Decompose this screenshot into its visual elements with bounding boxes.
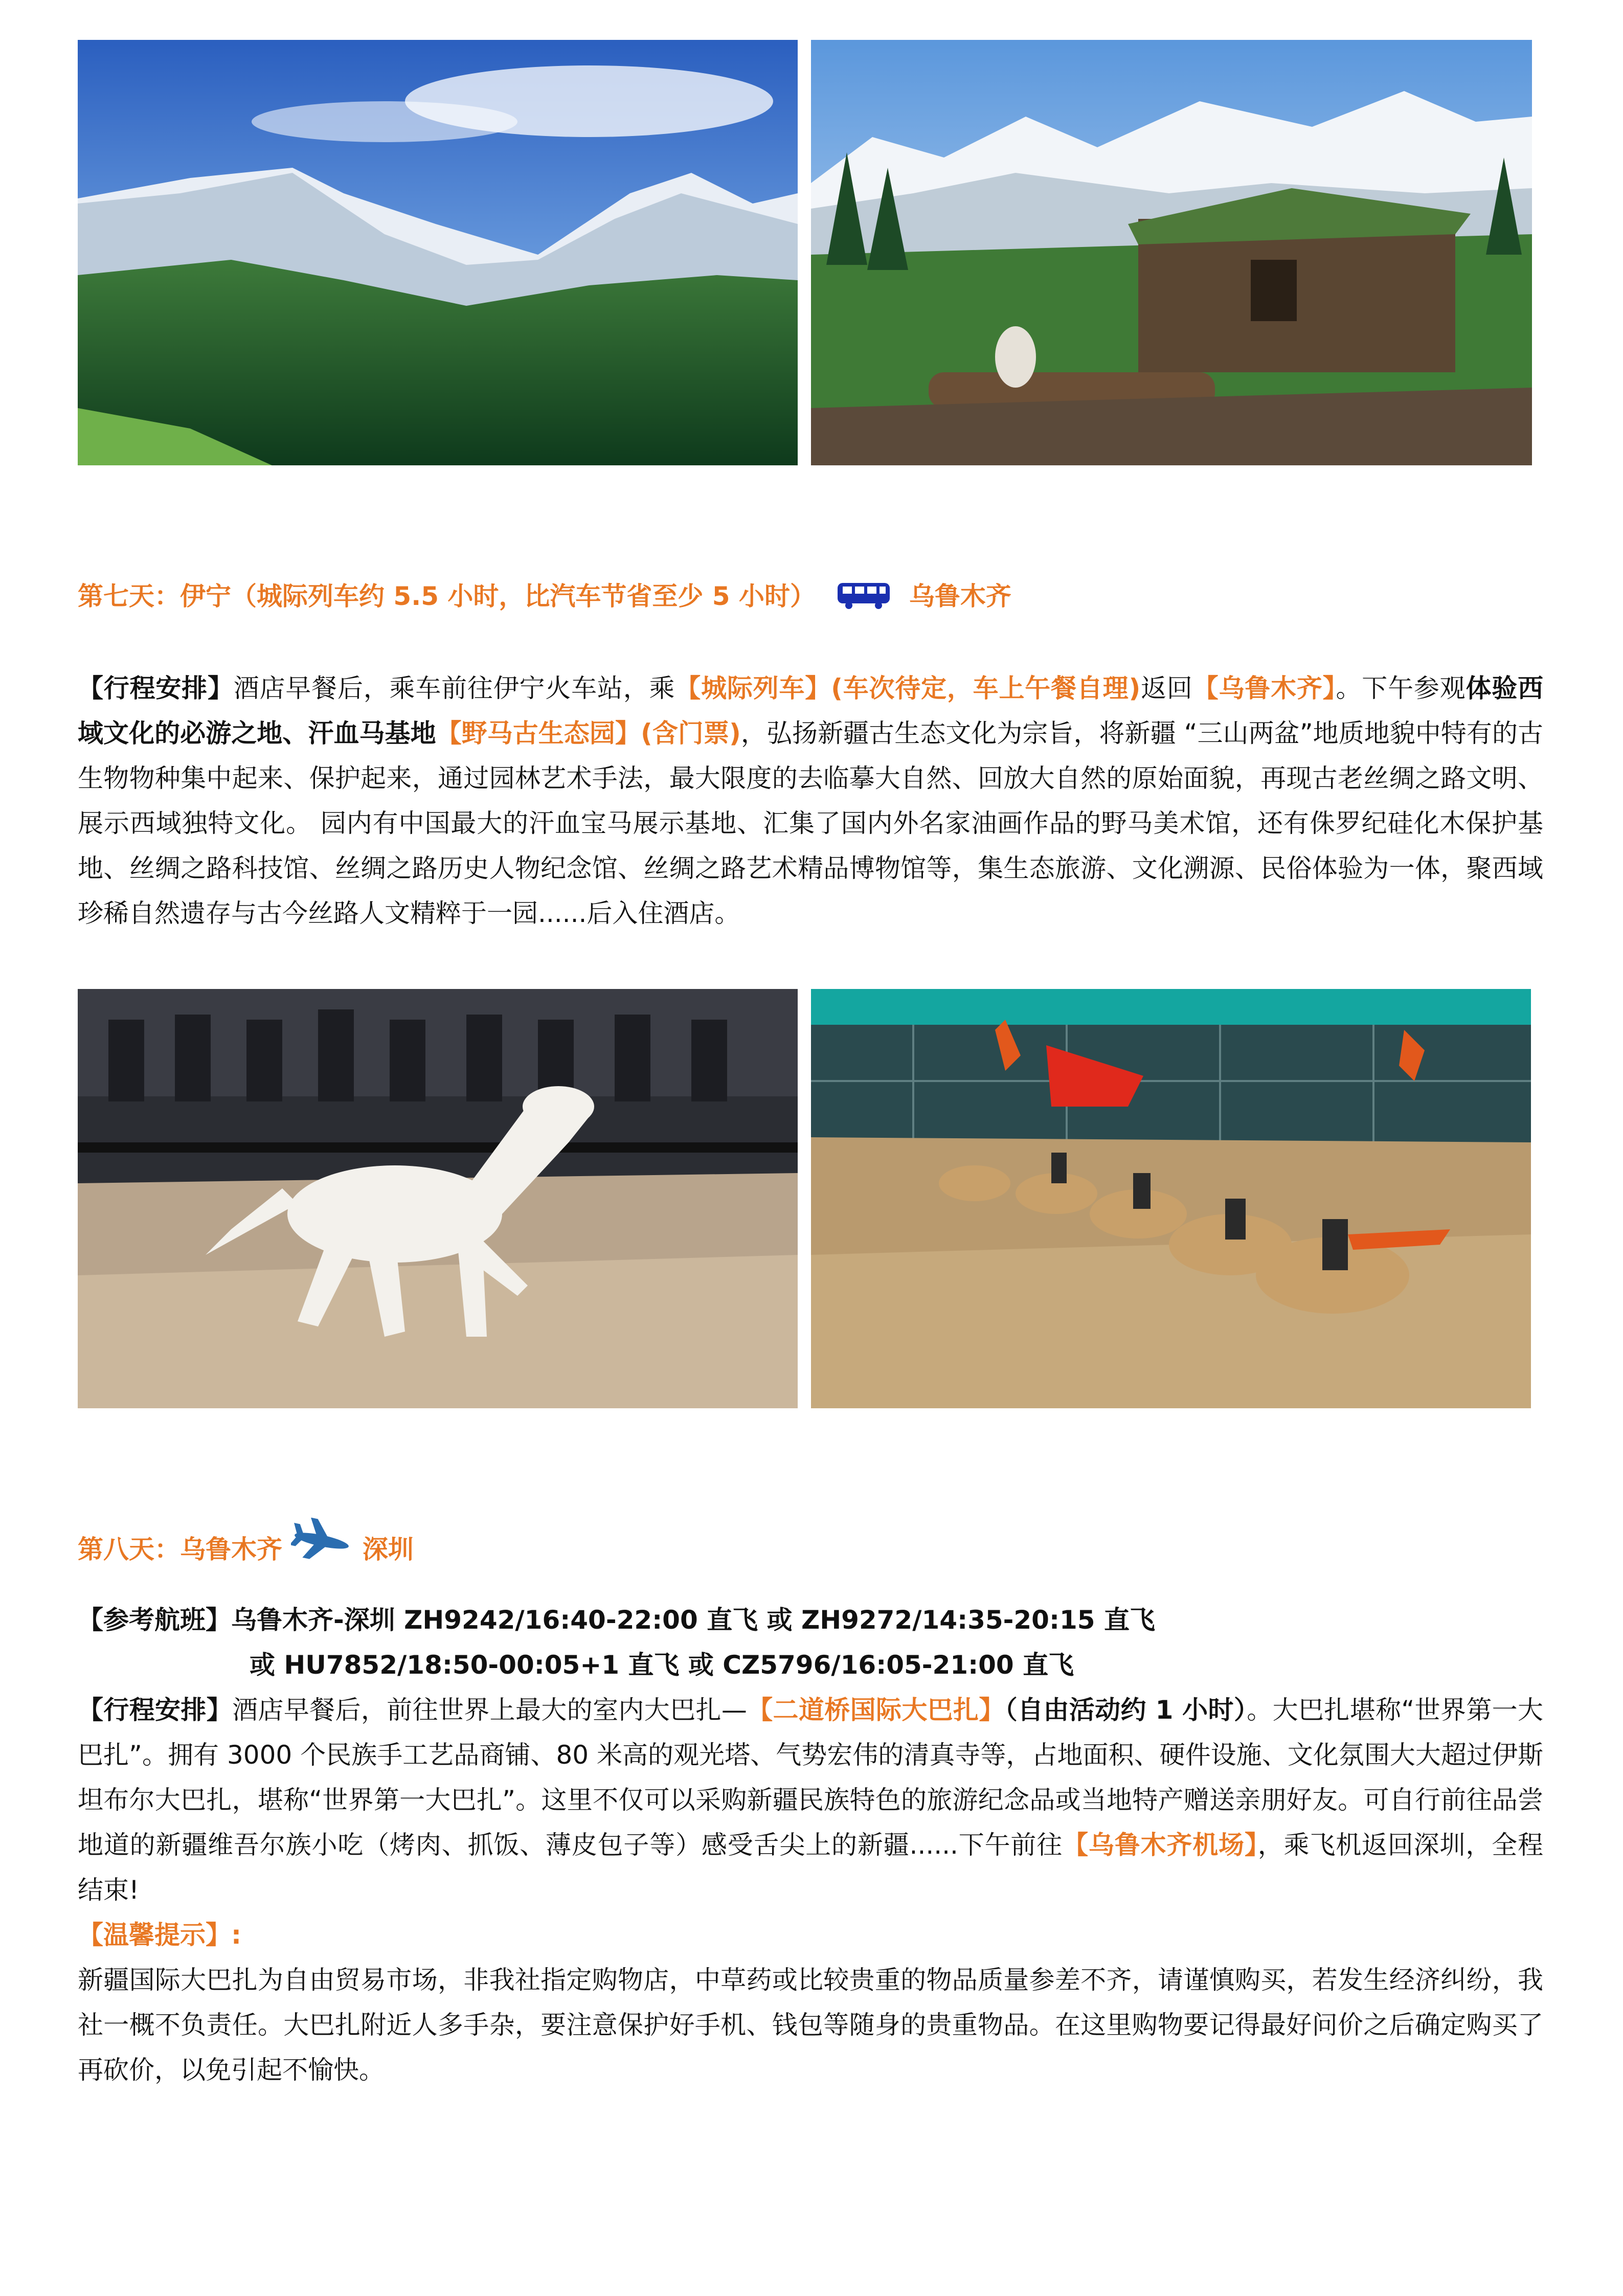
horse-riders-flags-photo (811, 989, 1531, 1408)
day7-itinerary (78, 666, 1543, 936)
day8-free-time: （自由活动约 1 小时） (1004, 1695, 1247, 1725)
day8-flights-line-1 (78, 1597, 1155, 1642)
day8-bazaar-highlight: 【二道桥国际大巴扎】 (747, 1695, 1005, 1725)
day8-itinerary-label: 【行程安排】 (78, 1695, 233, 1725)
day8-text-1: 酒店早餐后，前往世界上最大的室内大巴扎— (232, 1695, 747, 1725)
day8-text-2: 。大巴扎堪称“世界第一大巴扎”。拥有 3000 个民族手工艺品商铺、80 米高的观光塔、气势宏伟的清真寺等，占地面积、硬件设施、文化氛围大大超过伊斯坦布尔大巴扎，堪称“世界第一大巴扎”。这里不仅可以采购新疆民族特色的旅游纪念品或当地特产赠送亲朋好友。可自行前往品尝地道的新疆维吾尔族小吃（烤肉、抓饭、薄皮包子等）感受舌尖上的新疆......下午前往 (78, 1695, 1544, 1860)
day7-text-3: 。下午参观 (1336, 673, 1466, 703)
day8-text-3: ，乘飞机返回深圳，全程结束! (78, 1830, 1543, 1905)
day7-text-1: 酒店早餐后，乘车前往伊宁火车站，乘 (233, 673, 675, 703)
day7-heading (78, 576, 1011, 617)
day8-destination: 深圳 (362, 1535, 414, 1564)
snow-mountain-forest-photo (78, 40, 798, 465)
day8-heading (78, 1529, 414, 1570)
day7-bold-phrase: 体验西域文化的必游之地、汗血马基地 (78, 673, 1544, 748)
white-horse-photo (78, 989, 798, 1408)
day8-airport-highlight: 【乌鲁木齐机场】 (1063, 1830, 1258, 1860)
day8-flights-label: 【参考航班】 (78, 1605, 231, 1635)
train-icon (836, 580, 892, 617)
day7-text-2: 返回 (1140, 673, 1193, 703)
day8-itinerary (78, 1687, 1543, 2092)
day8-flights-line-2 (250, 1642, 1074, 1687)
day8-tips-label: 【温馨提示】: (78, 1920, 241, 1950)
day7-destination: 乌鲁木齐 (909, 581, 1011, 611)
day8-flights-1: 乌鲁木齐-深圳 ZH9242/16:40-22:00 直飞 或 ZH9272/14:35-20:15 直飞 (231, 1605, 1155, 1635)
day7-park-highlight: 【野马古生态园】(含门票) (436, 718, 741, 748)
day8-flights-2: 或 HU7852/18:50-00:05+1 直飞 或 CZ5796/16:05-21:00 直飞 (250, 1650, 1074, 1680)
day7-heading-text: 第七天：伊宁（城际列车约 5.5 小时，比汽车节省至少 5 小时） (78, 581, 816, 611)
day7-urumqi-highlight: 【乌鲁木齐】 (1192, 673, 1336, 703)
airplane-icon (291, 1518, 352, 1570)
day8-tips-text: 新疆国际大巴扎为自由贸易市场，非我社指定购物店，中草药或比较贵重的物品质量参差不齐，请谨慎购买，若发生经济纠纷，我社一概不负责任。大巴扎附近人多手杂，要注意保护好手机、钱包等随身的贵重物品。在这里购物要记得最好问价之后确定购买了再砍价，以免引起不愉快。 (78, 1965, 1543, 2085)
day7-train-highlight: 【城际列车】(车次待定，车上午餐自理) (675, 673, 1141, 703)
log-cabin-mountain-photo (811, 40, 1532, 465)
day8-heading-text: 第八天：乌鲁木齐 (78, 1535, 282, 1564)
day7-text-4: ，弘扬新疆古生态文化为宗旨，将新疆 “三山两盆”地质地貌中特有的古生物物种集中起来、保护起来，通过园林艺术手法，最大限度的去临摹大自然、回放大自然的原始面貌，再现古老丝绸之路文明、展示西域独特文化。 园内有中国最大的汗血宝马展示基地、汇集了国内外名家油画作品的野马美术馆，还有侏罗纪硅化木保护基地、丝绸之路科技馆、丝绸之路历史人物纪念馆、丝绸之路艺术精品博物馆等，集生态旅游、文化溯源、民俗体验为一体，聚西域珍稀自然遗存与古今丝路人文精粹于一园......后入住酒店。 (78, 718, 1544, 928)
day7-itinerary-label: 【行程安排】 (78, 673, 234, 703)
